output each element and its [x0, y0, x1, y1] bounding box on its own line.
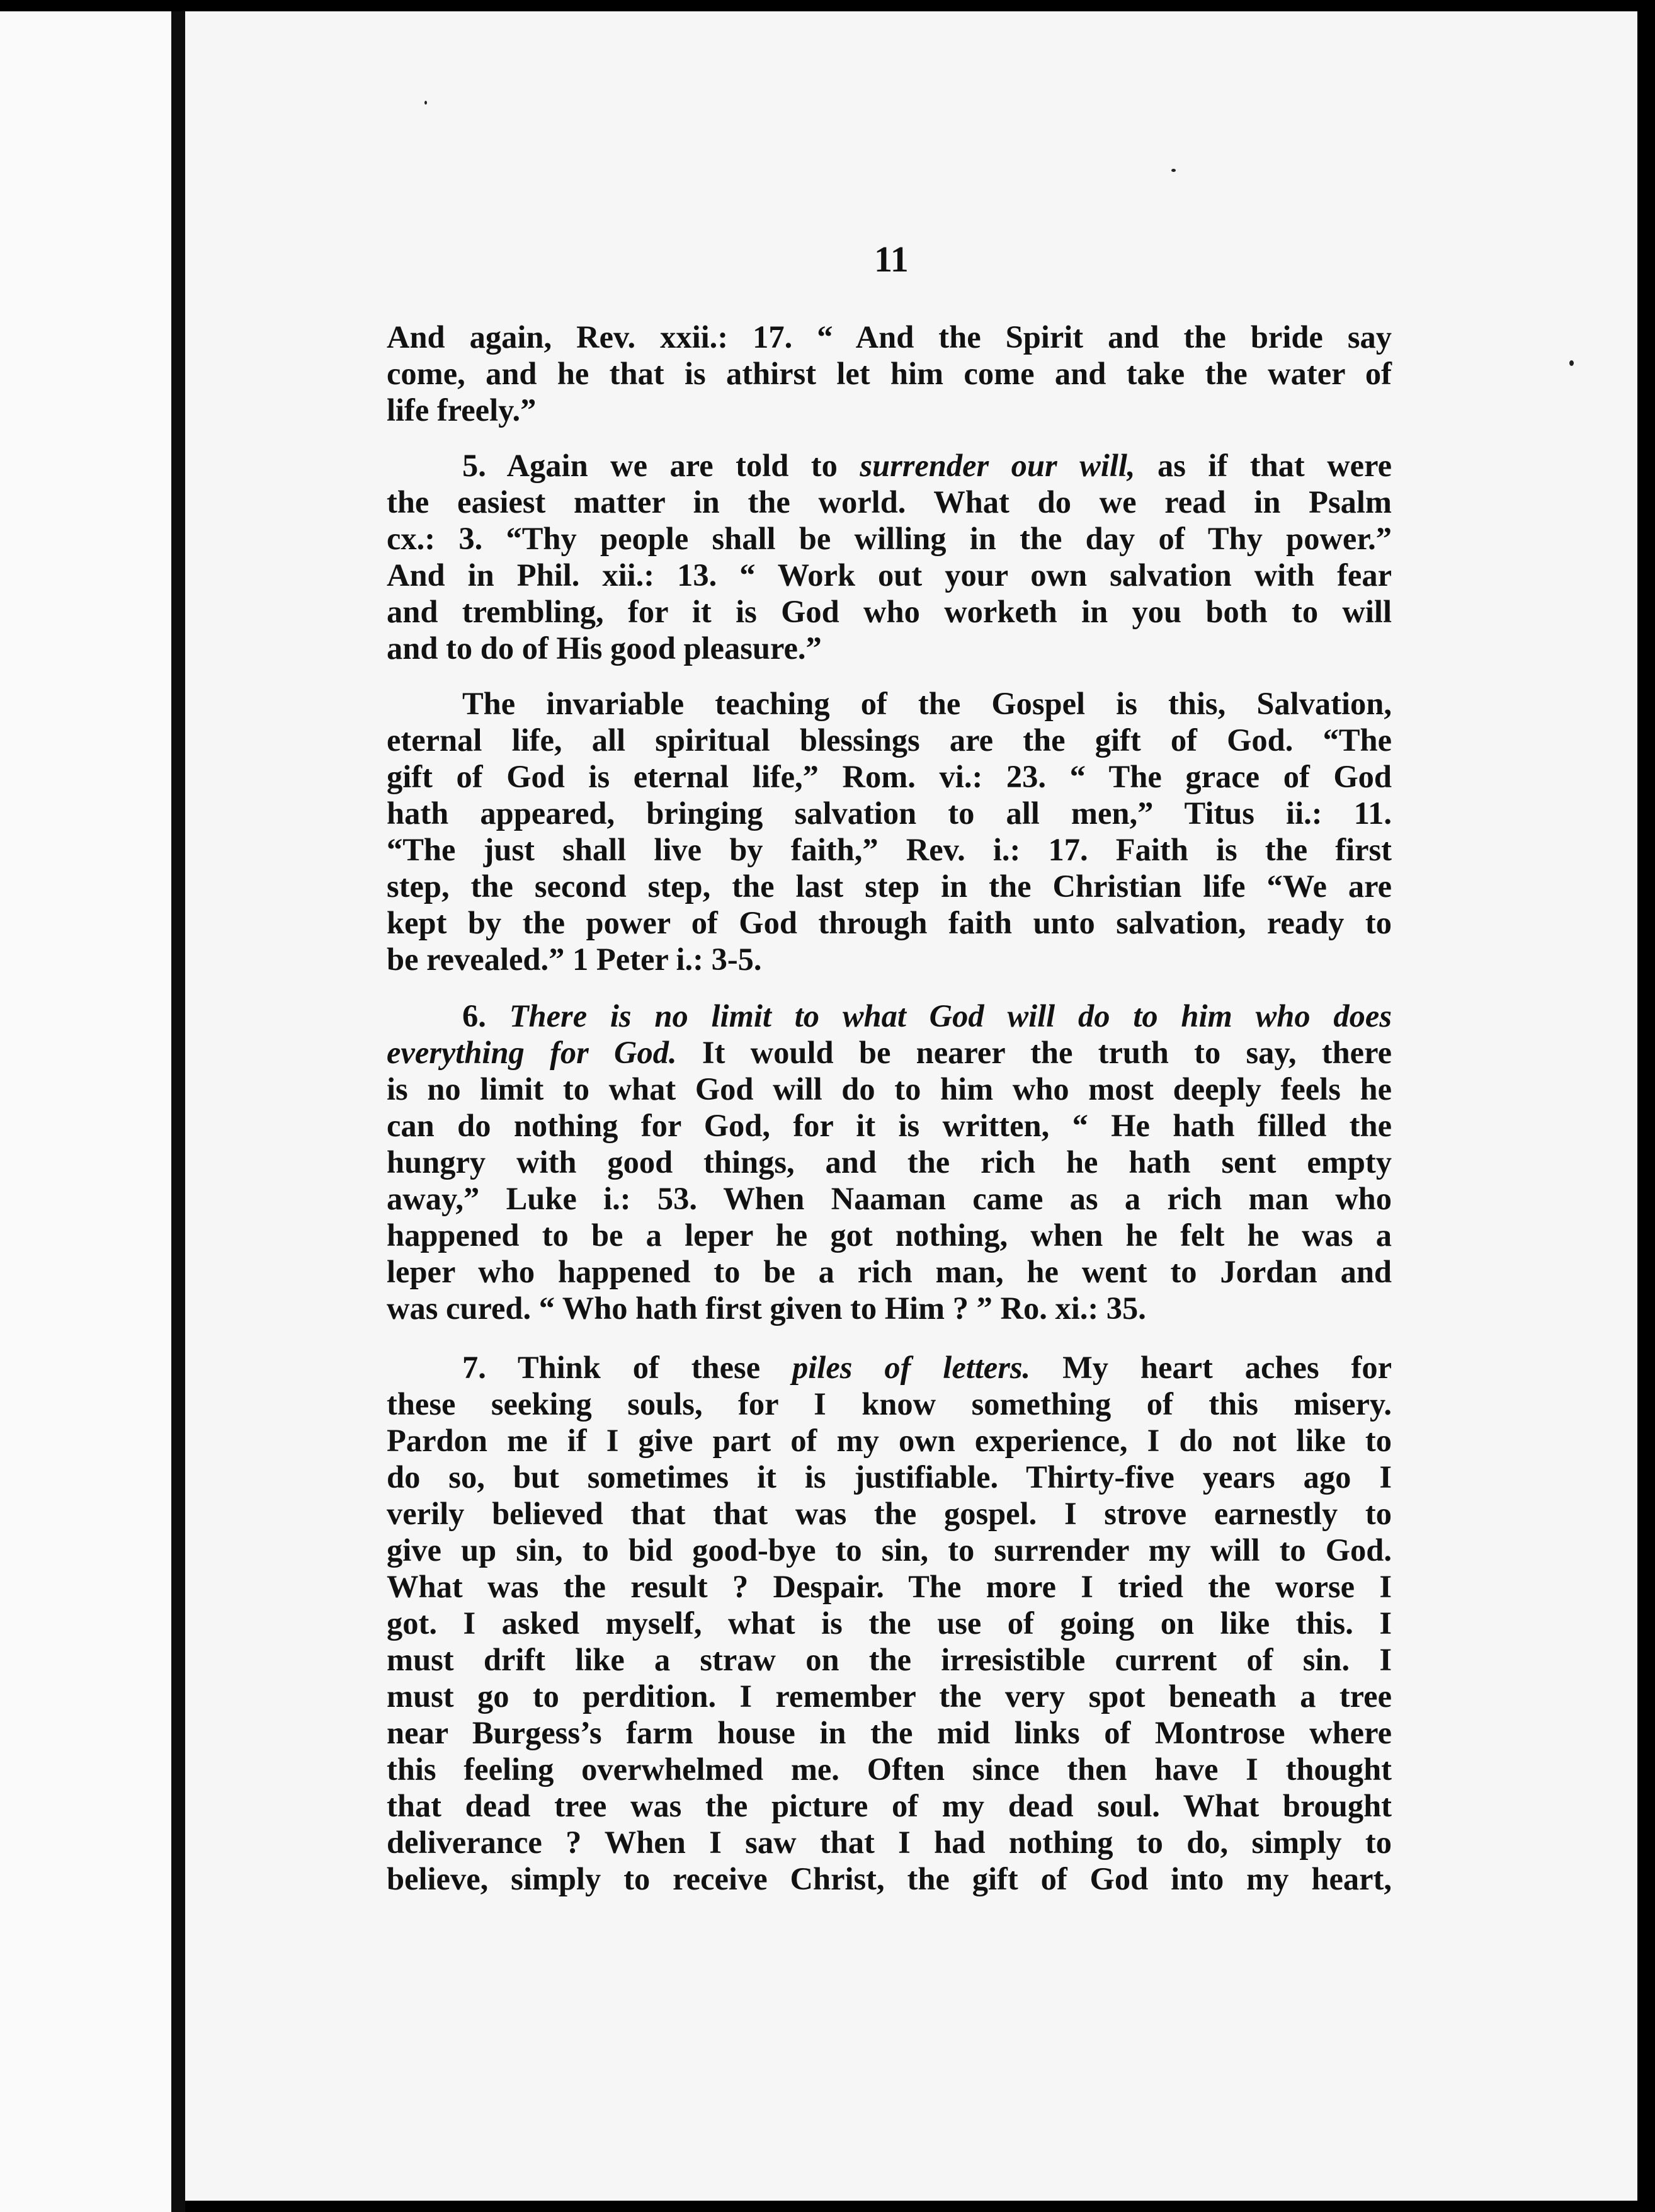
text-line: kept by the power of God through faith unto salvation, ready to [387, 905, 1392, 940]
text-line: gift of God is eternal life,” Rom. vi.: 23. “ The grace of God [387, 759, 1392, 794]
text-line: eternal life, all spiritual blessings are the gift of God. “The [387, 722, 1392, 758]
text-line: life freely.” [387, 392, 537, 428]
text-line: that dead tree was the picture of my dead soul. What brought [387, 1788, 1392, 1823]
text-run: My heart aches for [1030, 1350, 1392, 1385]
text-line [387, 1349, 1392, 1386]
text-line: happened to be a leper he got nothing, when he felt he was a [387, 1217, 1392, 1253]
text-line: hungry with good things, and the rich he hath sent empty [387, 1144, 1392, 1180]
text-line [387, 447, 1392, 484]
text-line: can do nothing for God, for it is written, “ He hath filled the [387, 1108, 1392, 1143]
text-line: must drift like a straw on the irresistible current of sin. I [387, 1642, 1392, 1677]
paragraph-5 [387, 1349, 1392, 1897]
text-line: give up sin, to bid good-bye to sin, to surrender my will to God. [387, 1532, 1392, 1568]
text-line [387, 685, 1392, 722]
text-line: And again, Rev. xxii.: 17. “ And the Spirit and the bride say [387, 319, 1392, 355]
emphasis-text: everything for God. [387, 1035, 677, 1070]
emphasis-text: piles of letters. [792, 1350, 1031, 1385]
text-line: “The just shall live by faith,” Rev. i.: 17. Faith is the first [387, 832, 1392, 867]
text-line: this feeling overwhelmed me. Often since then have I thought [387, 1752, 1392, 1787]
text-line: verily believed that that was the gospel. I strove earnestly to [387, 1496, 1392, 1531]
emphasis-text: There is no limit to what God will do to him who does [509, 998, 1392, 1034]
ink-speck [1569, 360, 1574, 366]
text-line: believe, simply to receive Christ, the gift of God into my heart, [387, 1861, 1392, 1896]
paragraph-2 [387, 447, 1392, 666]
text-line: step, the second step, the last step in the Christian life “We are [387, 869, 1392, 904]
text-line: And in Phil. xii.: 13. “ Work out your own salvation with fear [387, 557, 1392, 593]
facing-page-margin [0, 11, 171, 2212]
text-line: hath appeared, bringing salvation to all men,” Titus ii.: 11. [387, 795, 1392, 831]
emphasis-text: surrender our will, [860, 448, 1135, 483]
paragraph-1 [387, 319, 1392, 428]
text-line [387, 1034, 1392, 1071]
text-line: away,” Luke i.: 53. When Naaman came as a rich man who [387, 1181, 1392, 1216]
text-line: and to do of His good pleasure.” [387, 630, 822, 666]
text-line: is no limit to what God will do to him who most deeply feels he [387, 1071, 1392, 1107]
text-line: deliverance ? When I saw that I had nothing to do, simply to [387, 1825, 1392, 1860]
ink-speck [424, 101, 427, 105]
paragraph-3 [387, 685, 1392, 978]
text-run: 5. Again we are told to [462, 448, 860, 483]
text-line: got. I asked myself, what is the use of going on like this. I [387, 1605, 1392, 1641]
paragraph-4 [387, 998, 1392, 1326]
text-run: 6. [462, 998, 509, 1034]
text-line [387, 998, 1392, 1034]
text-run: as if that were [1135, 448, 1392, 483]
text-line: and trembling, for it is God who worketh in you both to will [387, 594, 1392, 629]
text-line: leper who happened to be a rich man, he went to Jordan and [387, 1254, 1392, 1289]
text-run: It would be nearer the truth to say, there [676, 1035, 1392, 1070]
text-line: What was the result ? Despair. The more I tried the worse I [387, 1569, 1392, 1604]
text-line: near Burgess’s farm house in the mid links of Montrose where [387, 1715, 1392, 1750]
text-run: The invariable teaching of the Gospel is this, Salvation, [462, 686, 1392, 721]
text-line: do so, but sometimes it is justifiable. Thirty-five years ago I [387, 1459, 1392, 1495]
text-line: be revealed.” 1 Peter i.: 3-5. [387, 942, 762, 977]
text-line: these seeking souls, for I know something of this misery. [387, 1386, 1392, 1422]
text-run: 7. Think of these [462, 1350, 793, 1385]
text-line: was cured. “ Who hath first given to Him ? ” Ro. xi.: 35. [387, 1291, 1146, 1326]
text-line: the easiest matter in the world. What do we read in Psalm [387, 484, 1392, 520]
text-line: Pardon me if I give part of my own experience, I do not like to [387, 1423, 1392, 1458]
page-number: 11 [874, 239, 909, 280]
ink-speck [1171, 169, 1176, 172]
text-line: cx.: 3. “Thy people shall be willing in the day of Thy power.” [387, 521, 1392, 556]
text-line: come, and he that is athirst let him come and take the water of [387, 356, 1392, 391]
book-gutter [171, 11, 185, 2212]
text-line: must go to perdition. I remember the very spot beneath a tree [387, 1679, 1392, 1714]
